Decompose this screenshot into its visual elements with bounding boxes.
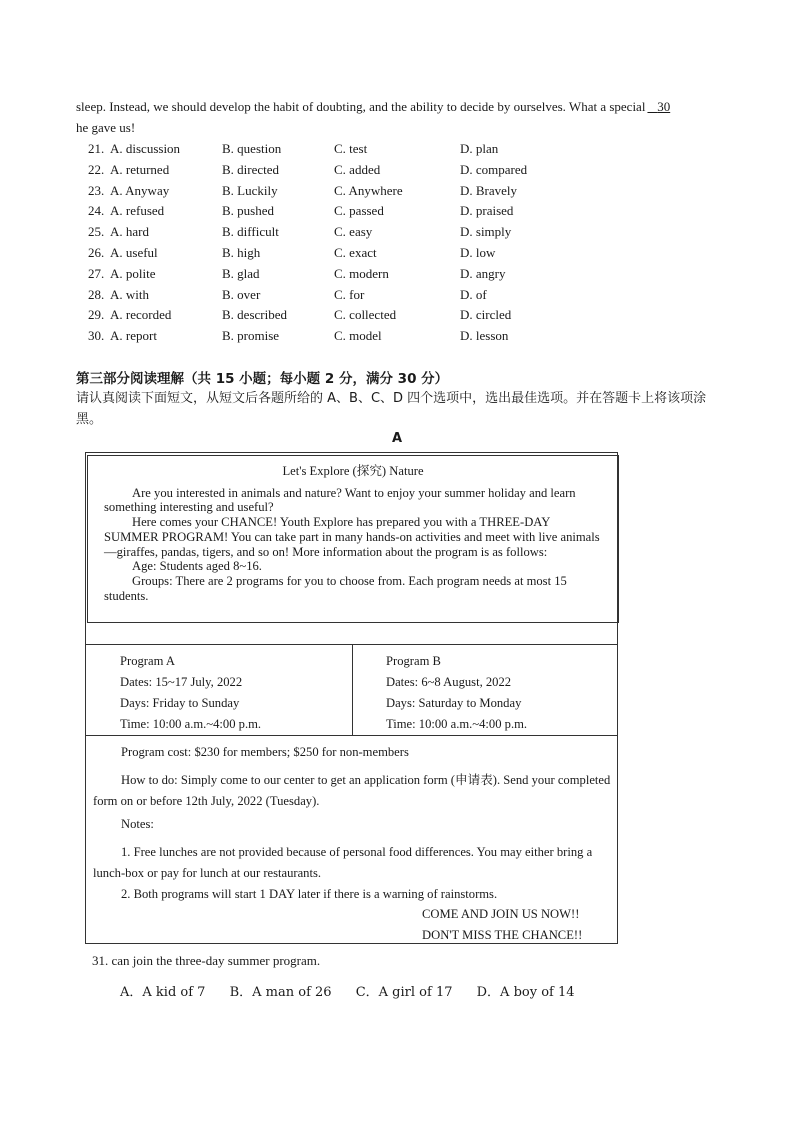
question-31-options [120,981,595,1000]
note-1: 1. Free lunches are not provided because of personal food differences. You may either bring a lunch-box or pay for lunch at our restaurants. [93,845,593,880]
question-number: 24. [88,203,105,219]
option-c: C. test [334,141,368,156]
q31-option-a: A．A kid of 7 [120,985,206,1000]
option-d: D. lesson [460,328,509,344]
table-column-divider [352,644,353,735]
table-divider [85,735,618,736]
notes-label: Notes: [121,817,154,831]
program-cost: Program cost: $230 for members; $250 for non-members [121,745,409,759]
program-a-name: Program A [120,654,175,668]
program-b-time: Time: 10:00 a.m.~4:00 p.m. [386,717,528,731]
program-b-name: Program B [386,654,441,668]
option-c: C. modern [334,265,389,281]
cloze-paragraph [76,96,726,138]
question-number: 27. [88,265,105,281]
option-c: C. for [334,286,365,302]
slogan-1: COME AND JOIN US NOW!! [422,907,580,921]
ad-p2: Here comes your CHANCE! Youth Explore has prepared you with a THREE-DAY SUMMER PROGRAM! You can take part in many hands-on activities and meet with live animals —giraffes, pandas, tigers, and so on! More information about the program is as follows: [104,515,600,559]
option-c: C. passed [334,203,384,219]
option-b: B. difficult [222,224,279,240]
option-a: A. recorded [110,307,172,323]
question-number: 29. [88,307,105,323]
option-d: D. Bravely [460,182,518,198]
paragraph-line2: he gave us! [76,120,136,135]
program-a-cell [120,651,261,735]
option-a: A. discussion [110,141,181,156]
blank-30: 30 [657,99,671,114]
option-d: D. circled [460,307,512,323]
q31-option-c: C．A girl of 17 [355,985,453,1000]
question-number: 30. [88,328,105,344]
slogan-2: DON'T MISS THE CHANCE!! [422,928,583,942]
option-a: A. hard [110,224,149,240]
option-a: A. Anyway [110,182,170,198]
question-number: 21. [88,141,105,156]
section3-instruction: 请认真阅读下面短文，从短文后各题所给的 A、B、C、D 四个选项中，选出最佳选项。并在答题卡上将该项涂黑。 [76,391,707,427]
q31-option-b: B．A man of 26 [229,985,332,1000]
option-d: D. low [460,245,496,260]
option-a: A. report [110,328,157,344]
how-to-apply: How to do: Simply come to our center to get an application form (申请表). Send your completed form on or before 12th July, 2022 (Tuesday). [93,773,611,808]
option-a: A. useful [110,245,158,260]
option-d: D. praised [460,203,514,219]
option-b: B. described [222,307,287,323]
option-c: C. Anywhere [334,182,403,198]
question-31: 31. can join the three-day summer program. [92,953,321,968]
option-d: D. simply [460,224,512,240]
option-c: C. model [334,328,382,344]
option-a: A. returned [110,161,170,177]
note-2: 2. Both programs will start 1 DAY later if there is a warning of rainstorms. [121,887,498,901]
option-d: D. of [460,286,487,302]
option-b: B. high [222,245,261,260]
question-number: 23. [88,182,105,198]
ad-intro-box [87,455,619,623]
option-b: B. question [222,141,282,156]
question-number: 22. [88,161,105,177]
program-b-dates: Dates: 6~8 August, 2022 [386,675,512,689]
program-b-cell [386,651,527,735]
option-b: B. promise [222,328,280,344]
option-b: B. Luckily [222,182,278,198]
option-d: D. angry [460,265,506,281]
q31-option-d: D．A boy of 14 [476,985,575,1000]
option-d: D. compared [460,161,528,177]
option-a: A. polite [110,265,156,281]
question-number: 26. [88,245,105,260]
option-a: A. with [110,286,149,302]
option-b: B. directed [222,161,280,177]
passage-letter: A [391,431,403,446]
program-a-dates: Dates: 15~17 July, 2022 [120,675,243,689]
question-number: 28. [88,286,105,302]
ad-title: Let's Explore (探究) Nature [282,464,424,478]
option-d: D. plan [460,141,499,156]
ad-p1: Are you interested in animals and nature? Want to enjoy your summer holiday and learn something interesting and useful? [104,485,576,515]
option-c: C. added [334,161,381,177]
option-a: A. refused [110,203,165,219]
option-c: C. exact [334,245,377,260]
program-a-time: Time: 10:00 a.m.~4:00 p.m. [120,717,262,731]
ad-details [93,742,618,942]
option-c: C. collected [334,307,397,323]
ad-age: Age: Students aged 8~16. [132,559,262,574]
program-b-days: Days: Saturday to Monday [386,696,522,710]
option-b: B. glad [222,265,260,281]
program-a-days: Days: Friday to Sunday [120,696,240,710]
option-b: B. pushed [222,203,274,219]
question-number: 25. [88,224,105,240]
option-b: B. over [222,286,261,302]
section3-title: 第三部分阅读理解（共 15 小题；每小题 2 分，满分 30 分） [76,371,449,387]
paragraph-line1: sleep. Instead, we should develop the habit of doubting, and the ability to decide by ourselves. What a special [76,99,646,114]
ad-groups: Groups: There are 2 programs for you to choose from. Each program needs at most 15 students. [104,573,567,603]
option-c: C. easy [334,224,373,240]
